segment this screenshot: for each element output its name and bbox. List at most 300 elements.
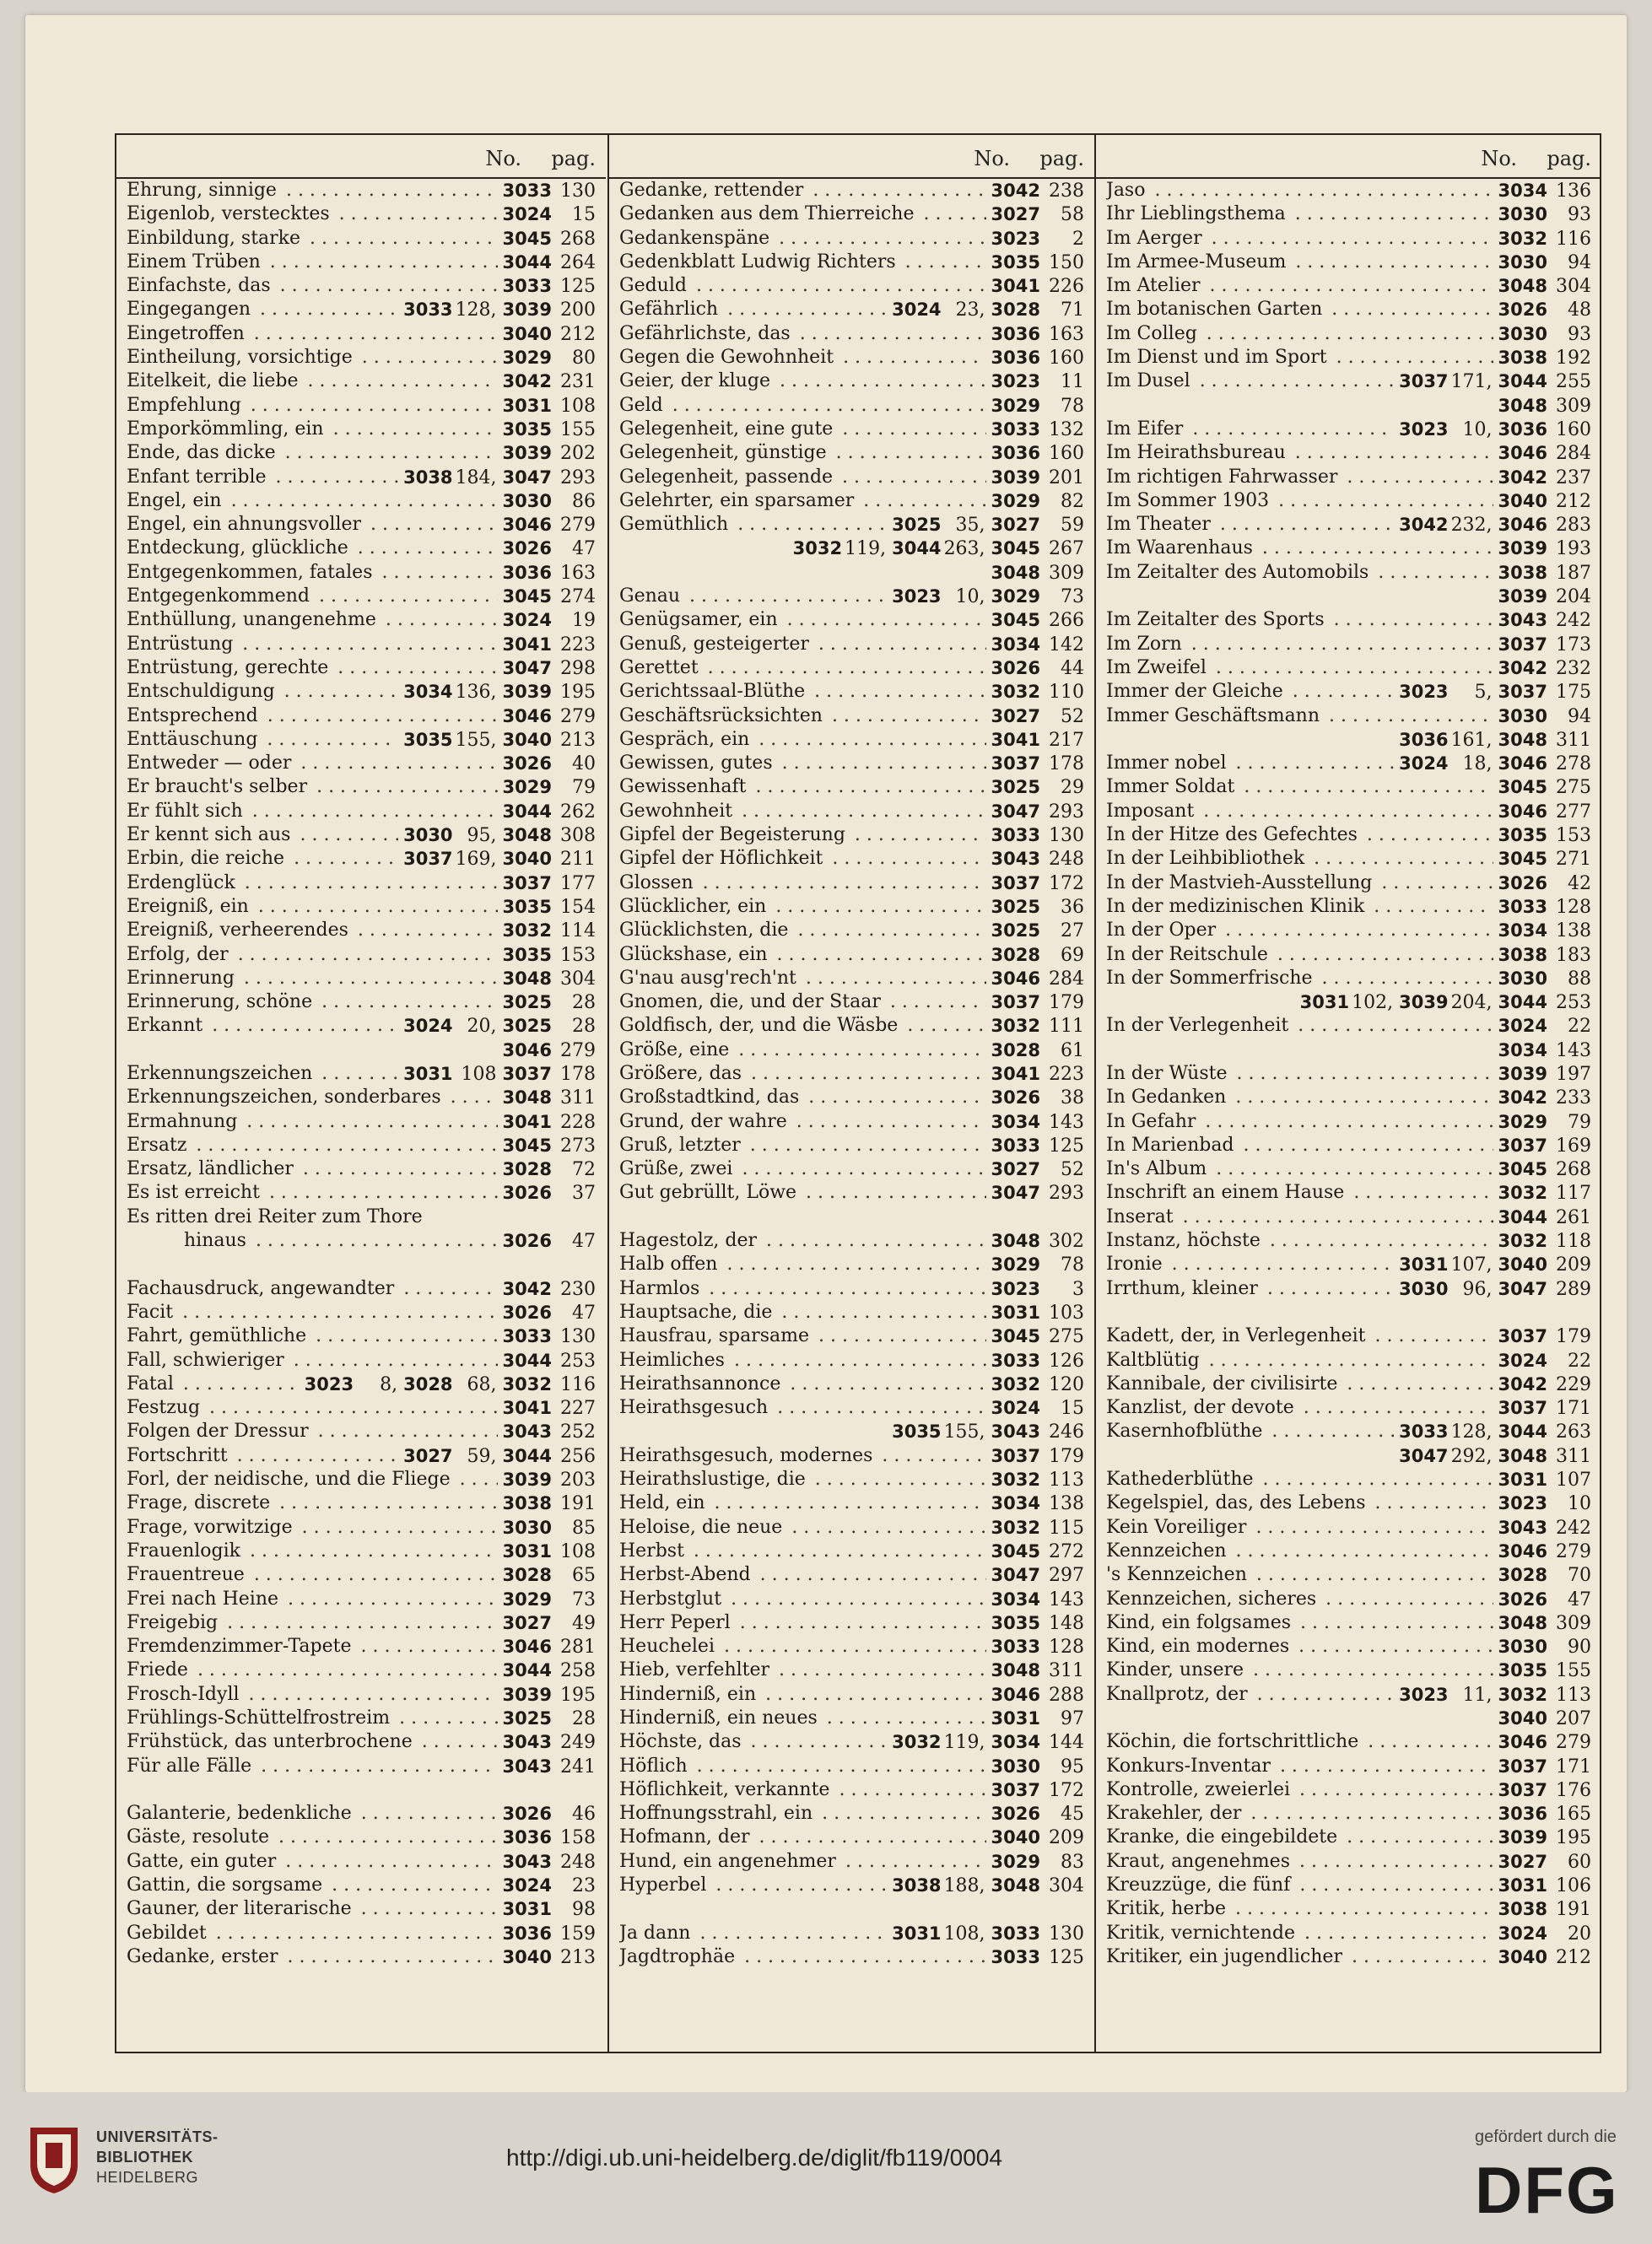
index-entry [609,656,1094,680]
entry-title-text: Im Sommer 1903 [1106,490,1272,511]
page-number: 85 [572,1517,596,1539]
issue-number: 3043 [1498,610,1547,631]
entry-title-text: In der Reitschule [1106,944,1271,965]
issue-number: 3032 [991,1016,1040,1037]
page-number: 159 [560,1923,596,1945]
entry-refs [1493,1730,1591,1755]
issue-number: 3024 [502,610,552,631]
issue-number: 3045 [1498,777,1547,798]
index-entry [1096,322,1601,346]
index-entry [1096,1038,1601,1062]
page-number: 284 [1049,968,1084,990]
index-column-3 [1094,135,1601,2052]
issue-number: 3045 [991,1540,1040,1562]
issue-number: 3040 [502,1946,552,1967]
index-entry [1096,1396,1601,1420]
entry-title-text: Fatal [127,1373,177,1394]
page-number: 58 [1061,204,1084,226]
index-entry [609,1778,1094,1802]
entry-refs [986,752,1084,776]
page-number: 65 [572,1565,596,1587]
index-entry [609,1396,1094,1420]
index-entry [1096,489,1601,513]
page-number: 94 [1568,251,1591,273]
index-entry [116,656,606,680]
entry-title-text: Held, ein [619,1492,709,1513]
issue-number: 3036 [502,1827,552,1848]
entry-title-text: Größe, eine [619,1039,732,1060]
entry-title-text: Im Theater [1106,514,1214,535]
index-entry [1096,1755,1601,1778]
page-number: 155 [1556,1660,1591,1682]
issue-number: 3024 [502,204,552,225]
page-number: 28 [572,1016,596,1038]
issue-number: 3026 [1498,1589,1547,1610]
entry-refs [498,1181,596,1206]
entry-refs [1493,1206,1591,1230]
index-entry [609,251,1094,274]
entry-refs [498,394,596,418]
entry-refs [986,1157,1084,1182]
entry-refs [986,1110,1084,1135]
entry-refs [1493,1611,1591,1636]
issue-number: 3037 [1498,634,1547,655]
page-number: 253 [560,1350,596,1372]
index-entry [116,1826,606,1849]
issue-number: 3035 [403,729,453,750]
page-number: 142 [1049,634,1084,655]
index-entry [116,847,606,871]
entry-title-text: Gattin, die sorgsame [127,1874,326,1896]
entry-title-text: Entsprechend [127,705,262,726]
page-number: 279 [1556,1732,1591,1754]
entry-refs [1493,1062,1591,1087]
entry-title-text: Kennzeichen [1106,1540,1230,1562]
index-entry [1096,1874,1601,1897]
page-number: 108 [461,1063,497,1085]
entry-title-text: hinaus [184,1230,250,1251]
page-number: 160 [1049,348,1084,370]
entry-title-text: Eintheilung, vorsichtige [127,347,356,368]
index-entry [609,1635,1094,1659]
index-entry [609,561,1094,585]
page-number: 209 [1049,1827,1084,1849]
index-entry [1096,1157,1601,1181]
entry-refs [498,1730,596,1755]
permalink-url[interactable]: http://digi.ub.uni-heidelberg.de/diglit/fb119/0004 [506,2144,1002,2171]
index-entry [1096,179,1601,202]
page-number: 252 [560,1421,596,1443]
issue-number: 3031 [1299,992,1350,1013]
entry-title-text: Fahrt, gemüthliche [127,1325,310,1346]
entry-refs [498,1826,596,1850]
issue-number: 3035 [1498,825,1547,846]
entry-refs [498,608,596,633]
index-entry [116,1516,606,1540]
index-entry [116,1014,606,1038]
page-number: 191 [560,1493,596,1515]
index-entry [116,274,606,298]
entry-title-text: Kritik, vernichtende [1106,1923,1298,1944]
issue-number: 3046 [1498,1540,1547,1562]
issue-number: 3041 [991,1063,1040,1084]
page-number: 96, [1462,1278,1493,1300]
page-number: 283 [1556,515,1591,537]
index-entry [116,633,606,656]
issue-number: 3034 [991,1589,1040,1610]
entry-title-text: Es ist erreicht [127,1182,263,1203]
issue-number: 3037 [991,1779,1040,1800]
page-number: 193 [1556,538,1591,560]
entry-title-text: In Gefahr [1106,1111,1199,1132]
index-entry [116,871,606,895]
issue-number: 3025 [502,1016,552,1037]
entry-title-text: Im Armee-Museum [1106,251,1289,272]
index-entry [116,251,606,274]
entry-refs [498,1659,596,1683]
index-entry [609,1134,1094,1157]
entry-title-text: Kranke, die eingebildete [1106,1826,1341,1848]
page-number: 284 [1556,443,1591,465]
entry-refs [398,298,596,322]
entry-refs [986,1134,1084,1158]
page-number: 289 [1556,1278,1591,1300]
entry-refs [1493,943,1591,968]
entry-title-text: Hinderniß, ein neues [619,1707,821,1729]
page-number: 248 [1049,849,1084,871]
entry-refs [986,1468,1084,1492]
index-entry [116,179,606,202]
entry-refs [986,346,1084,370]
entry-refs [1394,418,1591,442]
issue-number: 3037 [1498,682,1547,703]
index-entry [609,1086,1094,1109]
entry-refs [1493,202,1591,227]
page-number: 223 [1049,1063,1084,1085]
issue-number: 3030 [1498,323,1547,344]
library-name-line-3: HEIDELBERG [96,2169,199,2186]
index-entry [116,728,606,752]
issue-number: 3048 [991,562,1040,583]
entry-refs [1394,513,1591,537]
issue-number: 3030 [502,490,552,511]
page-number: 263 [1556,1421,1591,1443]
entry-title-text: Es ritten drei Reiter zum Thore [127,1206,426,1227]
issue-number: 3030 [1498,1637,1547,1658]
page-number: 212 [560,323,596,345]
issue-number: 3045 [991,1326,1040,1347]
issue-number: 3037 [991,753,1040,774]
index-entry [1096,274,1601,298]
page-number: 195 [560,1684,596,1706]
entry-title-text: Herr Peperl [619,1612,734,1633]
entry-title-text: Gewissenhaft [619,776,750,797]
entry-refs [1394,1444,1591,1469]
entry-refs [1394,370,1591,394]
entry-refs [1394,1277,1591,1302]
index-entry [116,990,606,1014]
issue-number: 3045 [502,1135,552,1156]
entry-refs [1493,1755,1591,1779]
entry-refs [1493,1038,1591,1063]
entry-refs [498,775,596,800]
index-entry [609,1874,1094,1897]
index-entry [609,704,1094,728]
index-entry [609,1229,1094,1253]
entry-refs [1493,847,1591,871]
entry-refs [1493,1396,1591,1421]
index-entry [116,585,606,608]
page-number: 61 [1061,1039,1084,1061]
page-number: 132 [1049,418,1084,440]
index-entry [609,871,1094,895]
page-number: 10 [1568,1493,1591,1515]
page-number: 277 [1556,801,1591,823]
issue-number: 3030 [1399,1278,1449,1299]
issue-number: 3039 [502,1470,552,1491]
issue-number: 3044 [1498,1206,1547,1227]
index-entry [609,441,1094,465]
entry-refs [986,608,1084,633]
entry-refs [498,1635,596,1659]
page-number: 8, [380,1373,398,1395]
index-entry [1096,752,1601,775]
issue-number: 3033 [991,825,1040,846]
index-entry [609,1062,1094,1086]
entry-title-text: Gefährlichste, das [619,323,794,344]
entry-title-text: Hund, ein angenehmer [619,1851,839,1872]
entry-title-text: Geschäftsrücksichten [619,705,826,726]
entry-refs [498,1396,596,1421]
page-number: 273 [560,1135,596,1157]
entry-refs [986,943,1084,968]
issue-number: 3023 [991,228,1040,249]
page-number: 78 [1061,1254,1084,1276]
entry-title-text: Ermahnung [127,1111,240,1132]
issue-number: 3035 [502,944,552,965]
entry-title-text: Im Dienst und im Sport [1106,347,1331,368]
index-entry [116,1659,606,1682]
index-entry [609,1683,1094,1707]
entry-refs [986,1277,1084,1302]
index-entry [1096,1707,1601,1730]
page-number: 35, [955,515,985,537]
issue-number: 3043 [991,1421,1040,1443]
entry-refs [986,394,1084,418]
issue-number: 3023 [991,371,1040,392]
entry-refs [986,1301,1084,1325]
entry-title-text: Kadett, der, in Verlegenheit [1106,1325,1369,1346]
page-number: 22 [1568,1350,1591,1372]
issue-number: 3031 [892,1923,942,1944]
page-number: 187 [1556,562,1591,584]
entry-refs [1493,871,1591,896]
issue-number: 3031 [403,1063,453,1084]
page-number: 304 [1556,276,1591,298]
page-number: 118 [1556,1231,1591,1253]
page-number: 22 [1568,1016,1591,1038]
index-entry [116,1850,606,1874]
issue-number: 3046 [1498,753,1547,774]
issue-number: 3042 [1498,657,1547,678]
library-logo[interactable] [25,2116,228,2200]
entry-title-text: Imposant [1106,801,1197,822]
entry-refs [1295,990,1591,1015]
issue-number: 3034 [1498,1039,1547,1060]
page-number: 266 [1049,610,1084,632]
issue-number: 3029 [991,490,1040,511]
page-number: 192 [1556,348,1591,370]
entry-title-text: Immer Geschäftsmann [1106,705,1323,726]
issue-number: 3023 [892,586,942,607]
index-entry [609,179,1094,202]
page-number: 2 [1072,228,1084,250]
issue-number: 3036 [502,1923,552,1944]
entry-title-text: Glossen [619,872,697,893]
issue-number: 3046 [502,705,552,726]
entry-refs [498,179,596,203]
index-entry [116,1110,606,1134]
entry-title-text: Gelegenheit, eine gute [619,418,836,440]
page-number: 29 [1061,777,1084,799]
entry-refs [887,1420,1084,1444]
issue-number: 3047 [502,657,552,678]
page-number: 233 [1556,1087,1591,1109]
index-entry [1096,1850,1601,1874]
index-entry [1096,800,1601,823]
entry-refs [498,1301,596,1325]
page-number: 94 [1568,705,1591,727]
entry-title-text: In der Wüste [1106,1063,1231,1084]
entry-title-text: Geier, der kluge [619,370,774,391]
entry-refs [498,752,596,776]
index-entry [609,227,1094,251]
entry-refs [986,680,1084,704]
index-entry [609,1157,1094,1181]
index-entry [116,322,606,346]
entry-title-text: Erinnerung, schöne [127,991,316,1012]
page-number: 119, [845,538,887,560]
page-number: 272 [1049,1540,1084,1562]
index-entry [1096,1134,1601,1157]
entry-refs [498,370,596,394]
index-entry [609,633,1094,656]
issue-number: 3039 [502,682,552,703]
entry-refs [986,466,1084,490]
page-number: 275 [1556,777,1591,799]
dfg-logo[interactable]: DFG [1475,2153,1619,2227]
issue-number: 3026 [502,538,552,559]
index-entry [609,1755,1094,1778]
entry-title-text: Ehrung, sinnige [127,180,280,201]
index-entry [1096,441,1601,465]
entry-title-text: Forl, der neidische, und die Fliege [127,1469,454,1490]
index-entry [116,943,606,967]
issue-number: 3048 [991,1875,1040,1896]
issue-number: 3030 [1498,705,1547,726]
entry-refs [498,633,596,657]
index-entry [609,1277,1094,1301]
index-entry [1096,847,1601,871]
entry-refs [986,775,1084,800]
page-number: 200 [560,299,596,321]
page-number: 309 [1049,562,1084,584]
index-entry [116,1086,606,1109]
page-number: 155 [560,418,596,440]
page-number: 178 [1049,753,1084,775]
entry-refs [498,1086,596,1110]
page-number: 153 [1556,825,1591,847]
issue-number: 3025 [502,1708,552,1729]
index-entry [116,1038,606,1062]
entry-refs [986,441,1084,466]
entry-refs [1493,322,1591,347]
entry-title-text: Heirathsannonce [619,1373,784,1394]
issue-number: 3042 [1399,515,1449,536]
index-entry [116,466,606,489]
issue-number: 3036 [502,562,552,583]
entry-refs [986,1038,1084,1063]
issue-number: 3037 [403,849,453,870]
page-number: 171 [1556,1398,1591,1420]
page-number: 204 [1556,586,1591,608]
index-entry [116,394,606,418]
index-entry [116,823,606,847]
issue-number: 3024 [502,1875,552,1896]
entry-title-text: Im Dusel [1106,370,1194,391]
page-number: 78 [1061,395,1084,417]
entry-refs [1493,441,1591,466]
entry-title-text: Genügsamer, ein [619,609,781,630]
entry-title-text: Irrthum, kleiner [1106,1278,1261,1299]
page-number: 143 [1556,1039,1591,1061]
issue-number: 3042 [1498,467,1547,488]
issue-number: 3035 [502,418,552,440]
issue-number: 3046 [502,515,552,536]
entry-refs [1493,1563,1591,1588]
issue-number: 3034 [991,1493,1040,1514]
entry-title-text: Kaltblütig [1106,1350,1203,1371]
entry-refs [498,1229,596,1254]
index-entry [609,1945,1094,1969]
entry-refs [986,895,1084,920]
page-number: 292, [1450,1445,1493,1467]
issue-number: 3023 [1498,1493,1547,1514]
index-entry [1096,1730,1601,1754]
page-number: 279 [560,705,596,727]
index-entry [1096,513,1601,537]
index-entry [1096,871,1601,895]
entry-refs [1493,1540,1591,1564]
page-number: 138 [1049,1493,1084,1515]
scanned-page [25,15,1627,2092]
entry-title-text: Gäste, resolute [127,1826,273,1848]
index-entry [609,1468,1094,1492]
index-entry [1096,1826,1601,1849]
entry-title-text: Kind, ein modernes [1106,1636,1293,1657]
entry-refs [498,1349,596,1373]
page-number: 246 [1049,1421,1084,1443]
page-number: 108, [943,1923,985,1945]
entry-refs [1493,466,1591,490]
page-number: 165 [1556,1804,1591,1826]
index-entry [116,1588,606,1611]
entry-title-text: Größere, das [619,1063,745,1084]
issue-number: 3026 [1498,872,1547,893]
index-entry [1096,418,1601,441]
entry-refs [498,585,596,609]
entry-title-text: Heloise, die neue [619,1517,786,1538]
